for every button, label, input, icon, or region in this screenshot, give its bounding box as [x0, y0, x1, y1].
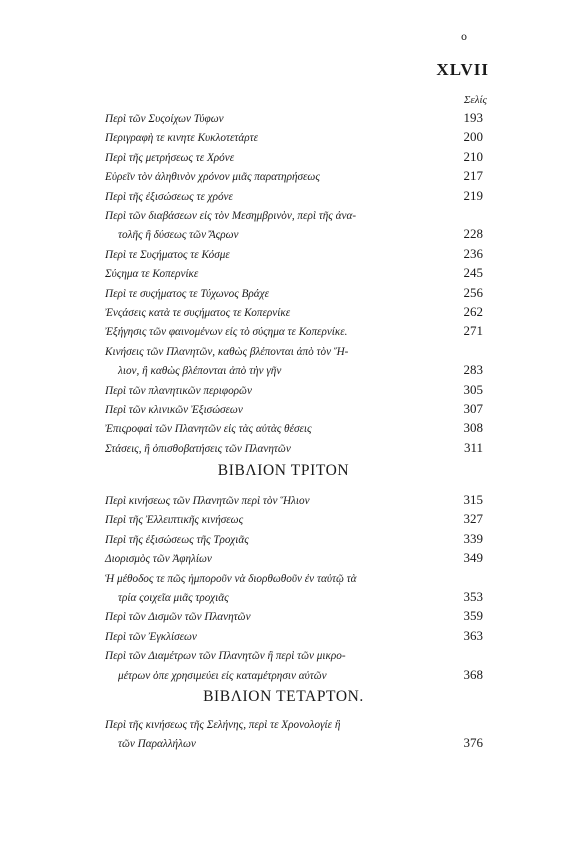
toc-entry — [105, 381, 485, 398]
toc-entry-page: 311 — [463, 439, 483, 455]
toc-entry-title: Εὑρεῖν τὸν ἀληθινὸν χρόνον μιᾶς παρατηρήσεως — [105, 171, 320, 184]
toc-entry-page: 363 — [463, 627, 483, 643]
toc-entry-title: Περὶ τῶν Ἐγκλίσεων — [105, 630, 197, 643]
toc-entry-page: 219 — [463, 187, 483, 203]
toc-entry-page: 339 — [463, 530, 483, 546]
toc-entry-page: 217 — [463, 168, 483, 184]
toc-entry-title: Περὶ τῶν Διαμέτρων τῶν Πλανητῶν ἢ περὶ τῶν μικρο- — [105, 650, 346, 663]
toc-entry — [105, 148, 485, 165]
toc-entry — [105, 649, 485, 663]
toc-entry-title: Περὶ τῆς ἐξισώσεως τε χρόνε — [105, 190, 233, 203]
toc-entry-title: τρία ςοιχεῖα μιᾶς τροχιᾶς — [118, 592, 229, 604]
toc-entry — [118, 737, 196, 751]
toc-entry — [105, 572, 485, 586]
toc-entry — [118, 669, 327, 683]
toc-entry-page: 200 — [463, 129, 483, 145]
toc-entry-page: 283 — [463, 362, 483, 378]
toc-entry-title: Κινήσεις τῶν Πλανητῶν, καθὼς βλέπονται ἀπὸ τὸν Ἥ- — [105, 345, 349, 358]
page-number: XLVII — [436, 60, 489, 79]
toc-entry-title: Περὶ τῶν πλανητικῶν περιφορῶν — [105, 384, 252, 397]
toc-entry — [105, 530, 485, 547]
toc-entry-page: 359 — [463, 608, 483, 624]
toc-entry-title: Περὶ τε συςήματος τε Τύχωνος Βράχε — [105, 287, 269, 300]
toc-entry — [105, 403, 485, 417]
toc-entry-page: 368 — [463, 666, 483, 682]
toc-entry — [105, 112, 485, 126]
toc-entry-title: Περὶ τῶν κλινικῶν Ἐξισώσεων — [105, 404, 243, 416]
toc-entry-page: 245 — [463, 265, 483, 281]
toc-entry-title: Περὶ τῶν Συςοίχων Τύφων — [105, 113, 224, 125]
toc-entry-page: 193 — [463, 110, 483, 125]
column-label-page: Σελίς — [463, 94, 487, 106]
toc-entry-title: τολῆς ἢ δύσεως τῶν Ἄςρων — [118, 229, 239, 242]
toc-entry-page: 315 — [463, 492, 483, 507]
toc-entry-title: Ἡ μέθοδος τε πῶς ἠμποροῦν νὰ διορθωθοῦν ἐν ταὐτῷ τὰ — [105, 572, 357, 585]
toc-entry — [105, 325, 485, 339]
page-mark: ο — [461, 32, 468, 43]
toc-entry-title: Ἐπιςροφαὶ τῶν Πλανητῶν εἰς τὰς αὐτὰς θέσεις — [105, 423, 312, 436]
toc-entry-title: Περὶ τῆς μετρήσεως τε Χρόνε — [105, 151, 235, 164]
toc-entry — [105, 610, 485, 624]
toc-entry — [105, 513, 485, 527]
toc-entry-title: λιον, ἢ καθὼς βλέπονται ἀπὸ τὴν γῆν — [118, 365, 282, 378]
toc-entry-title: Στάσεις, ἢ ὀπισθοβατήσεις τῶν Πλανητῶν — [105, 442, 291, 455]
toc-entry — [105, 170, 485, 184]
toc-entry — [105, 422, 485, 436]
toc-entry — [105, 187, 485, 204]
toc-entry-title: Περὶ τῶν διαβάσεων εἰς τὸν Μεσημβρινὸν, περὶ τῆς ἀνα- — [105, 210, 357, 222]
toc-entry-page: 256 — [463, 284, 483, 300]
toc-entry-page: 353 — [463, 589, 483, 604]
toc-entry-page: 210 — [463, 148, 483, 164]
toc-entry — [105, 718, 485, 732]
toc-entry — [105, 439, 485, 456]
toc-entry-title: Περὶ τε Συςήματος τε Κόσμε — [105, 248, 230, 261]
toc-entry — [105, 306, 485, 320]
toc-entry-page: 305 — [463, 381, 483, 397]
toc-entry-page: 307 — [463, 401, 483, 416]
toc-entry-title: Περὶ κινήσεως τῶν Πλανητῶν περὶ τὸν Ἥλιον — [105, 495, 310, 507]
toc-entry — [105, 209, 485, 223]
toc-entry — [105, 245, 485, 262]
toc-entry-page: 376 — [463, 735, 483, 751]
toc-entry-page: 236 — [463, 245, 483, 261]
toc-entry — [105, 345, 485, 359]
toc-entry-title: Περὶ τῆς κινήσεως τῆς Σελήνης, περὶ τε Χρονολογίε ἢ — [105, 719, 341, 731]
toc-entry — [105, 131, 485, 145]
toc-entry — [105, 627, 485, 644]
toc-entry — [105, 552, 485, 566]
section-heading-book-three: ΒΙΒΛΙΟΝ ΤΡΙΤΟΝ — [217, 462, 350, 479]
toc-entry — [105, 494, 485, 508]
toc-entry — [118, 228, 238, 242]
toc-entry — [105, 284, 485, 301]
toc-entry-page: 262 — [463, 304, 483, 319]
toc-entry-title: Ἐνςάσεις κατὰ τε συςήματος τε Κοπερνίκε — [105, 307, 291, 319]
toc-entry-page: 349 — [463, 550, 483, 566]
toc-entry-page: 327 — [463, 511, 483, 527]
toc-entry-title: Περὶ τῆς ἐξισώσεως τῆς Τροχιᾶς — [105, 533, 249, 546]
toc-entry-title: Περιγραφὴ τε κινητε Κυκλοτετάρτε — [105, 132, 259, 145]
toc-entry — [118, 364, 281, 378]
toc-entry-title: Σύςημα τε Κοπερνίκε — [105, 268, 199, 281]
toc-entry-page: 228 — [463, 226, 483, 242]
toc-entry-title: Ἐξήγησις τῶν φαινομένων εἰς τὸ σύςημα τε Κοπερνίκε. — [105, 326, 348, 339]
section-heading-book-four: ΒΙΒΛΙΟΝ ΤΕΤΑΡΤΟΝ. — [203, 688, 364, 705]
toc-entry-page: 308 — [463, 420, 483, 436]
toc-entry — [105, 267, 485, 281]
toc-entry-title: Διορισμὸς τῶν Ἀφηλίων — [105, 553, 212, 566]
toc-entry-page: 271 — [463, 323, 483, 339]
toc-entry-title: μέτρων ὁπε χρησιμεύει εἰς καταμέτρησιν αὐτῶν — [118, 669, 327, 682]
toc-entry — [118, 591, 229, 605]
toc-entry-title: Περὶ τῶν Δισμῶν τῶν Πλανητῶν — [105, 611, 251, 624]
toc-entry-title: τῶν Παραλλήλων — [118, 738, 196, 751]
toc-entry-title: Περὶ τῆς Ἐλλειπτικῆς κινήσεως — [105, 514, 244, 527]
